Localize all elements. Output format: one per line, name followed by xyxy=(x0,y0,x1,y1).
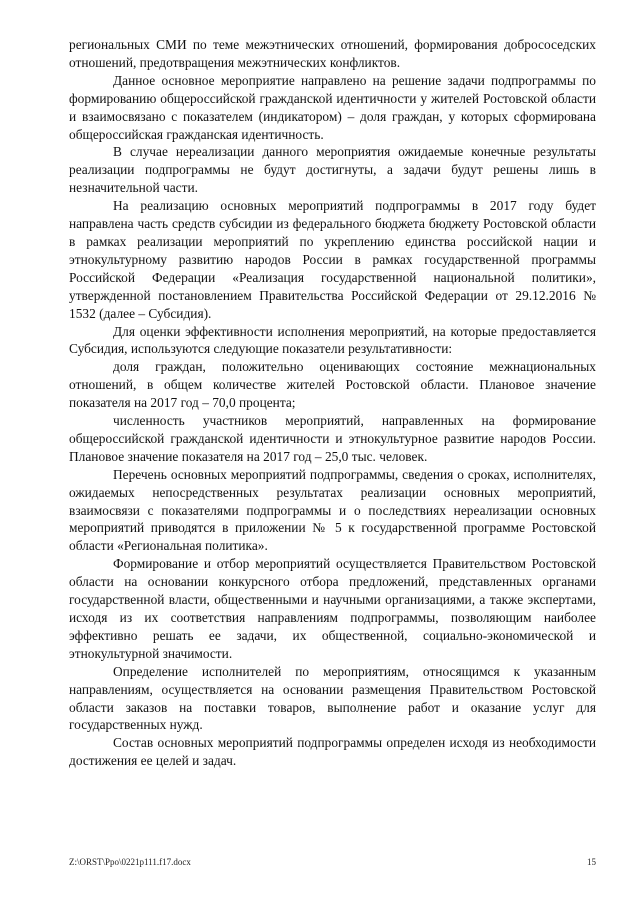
page-number: 15 xyxy=(587,857,596,867)
paragraph: На реализацию основных мероприятий подпрограммы в 2017 году будет направлена часть средств субсидии из федерального бюджета бюджету Ростовской области в рамках реализации мероприятий по укреплению единства российской нации и этнокультурному развитию народов России в рамках государственной программы Российской Федерации «Реализация государственной национальной политики», утвержденной постановлением Правительства Российской Федерации от 29.12.2016 № 1532 (далее – Субсидия). xyxy=(69,198,596,321)
paragraph-list-item: доля граждан, положительно оценивающих состояние межнациональных отношений, в общем количестве жителей Ростовской области. Плановое значение показателя на 2017 год – 70,0 процента; xyxy=(69,359,596,411)
paragraph: Для оценки эффективности исполнения мероприятий, на которые предоставляется Субсидия, используются следующие показатели результативности: xyxy=(69,323,596,357)
paragraph-continuation: региональных СМИ по теме межэтнических отношений, формирования добрососедских отношений, предотвращения межэтнических конфликтов. xyxy=(69,37,596,70)
paragraph: Формирование и отбор мероприятий осуществляется Правительством Ростовской области на основании конкурсного отбора предложений, представленных органами государственной власти, общественными и научными организациями, а также экспертами, исходя из их соответствия направлениям подпрограммы, позволяющим наиболее эффективно решать ее задачи, их общественной, социально-экономической и этнокультурной значимости. xyxy=(69,556,596,661)
paragraph: Перечень основных мероприятий подпрограммы, сведения о сроках, исполнителях, ожидаемых непосредственных результатах реализации основных мероприятий, взаимосвязи с показателями подпрограммы и о последствиях нереализации основных мероприятий приводятся в приложении № 5 к государственной программе Ростовской области «Региональная политика». xyxy=(69,466,596,554)
paragraph: Состав основных мероприятий подпрограммы определен исходя из необходимости достижения ее целей и задач. xyxy=(69,735,596,769)
paragraph: Определение исполнителей по мероприятиям, относящимся к указанным направлениям, осуществляется на основании размещения Правительством Ростовской области заказов на поставки товаров, выполнение работ и оказание услуг для государственных нужд. xyxy=(69,663,596,733)
footer-file-path: Z:\ORST\Ppo\0221p111.f17.docx xyxy=(69,857,191,867)
paragraph: В случае нереализации данного мероприятия ожидаемые конечные результаты реализации подпрограммы не будут достигнуты, а задачи будут решены лишь в незначительной части. xyxy=(69,144,596,196)
document-body xyxy=(69,36,596,770)
paragraph-list-item: численность участников мероприятий, направленных на формирование общероссийской гражданской идентичности и этнокультурное развитие народов России. Плановое значение показателя на 2017 год – 25,0 тыс. человек. xyxy=(69,413,596,464)
paragraph: Данное основное мероприятие направлено на решение задачи подпрограммы по формированию общероссийской гражданской идентичности у жителей Ростовской области и взаимосвязано с показателем (индикатором) – доля граждан, у которых сформирована общероссийская гражданская идентичность. xyxy=(69,72,596,142)
